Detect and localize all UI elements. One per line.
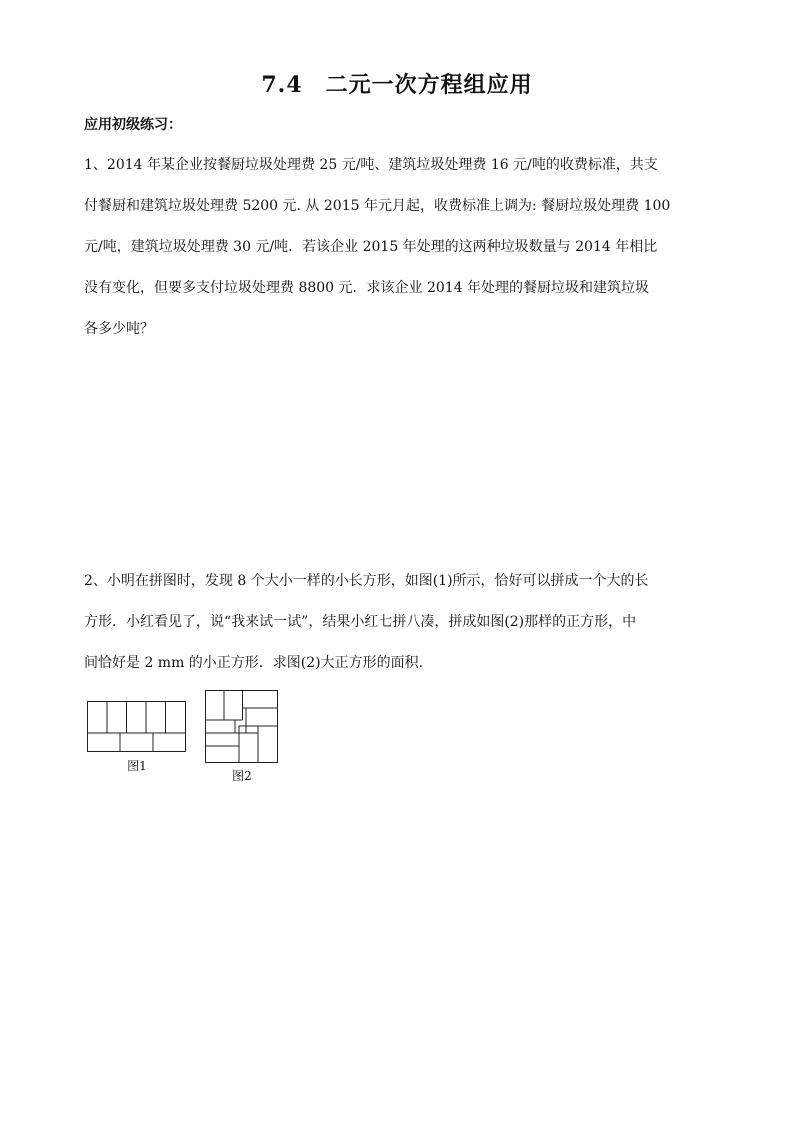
figure-2-caption: 图2 <box>232 769 252 783</box>
problem-2 <box>84 572 716 695</box>
figure-1-diagram <box>87 701 187 753</box>
problem-2-line: 间恰好是 2 mm 的小正方形．求图(2)大正方形的面积. <box>84 655 424 671</box>
problem-2-line: 方形．小红看见了，说“我来试一试”，结果小红七拼八凑，拼成如图(2)那样的正方形，中 <box>84 614 637 630</box>
figure-1-caption: 图1 <box>127 759 147 773</box>
figure-2-diagram <box>205 690 279 764</box>
page-title: 7.4 二元一次方程组应用 <box>261 72 533 98</box>
section-heading: 应用初级练习： <box>84 117 182 133</box>
problem-1-line: 付餐厨和建筑垃圾处理费 5200 元. 从 2015 年元月起，收费标准上调为: 餐厨垃圾处理费 100 <box>84 198 671 214</box>
figure-1 <box>87 701 187 753</box>
problem-1 <box>84 156 716 361</box>
problem-1-line: 各多少吨？ <box>84 321 154 337</box>
problem-1-line: 没有变化，但要多支付垃圾处理费 8800 元．求该企业 2014 年处理的餐厨垃圾和建筑垃圾 <box>84 280 650 296</box>
figure-2 <box>205 690 279 764</box>
problem-1-line: 1、2014 年某企业按餐厨垃圾处理费 25 元/吨、建筑垃圾处理费 16 元/吨的收费标准，共支 <box>84 157 658 173</box>
problem-2-line: 2、小明在拼图时，发现 8 个大小一样的小长方形，如图(1)所示，恰好可以拼成一个大的长 <box>84 573 649 589</box>
problem-1-line: 元/吨，建筑垃圾处理费 30 元/吨．若该企业 2015 年处理的这两种垃圾数量与 2014 年相比 <box>84 239 658 255</box>
center-small-square <box>239 726 246 733</box>
